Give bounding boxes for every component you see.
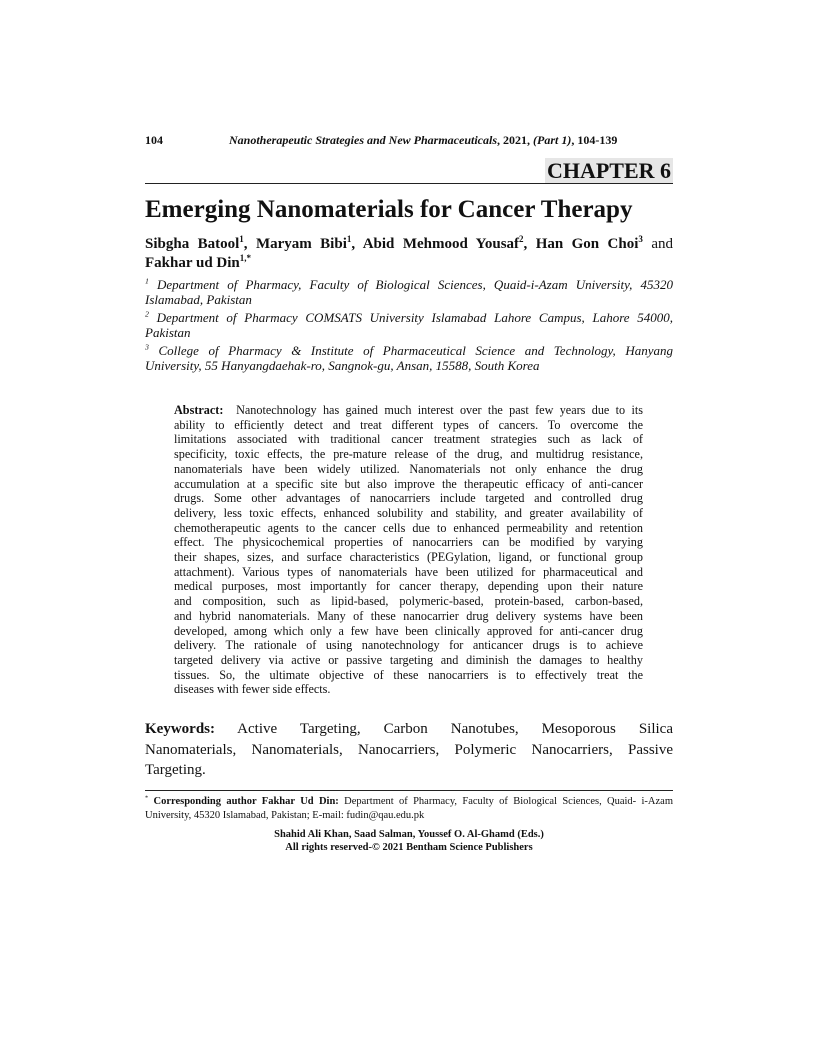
abstract-line: chemotherapeutic agents to the cancer cells due to enhanced permeability and retention [174,520,643,535]
author-sep: , [523,236,536,252]
author-sup: 3 [638,234,643,244]
affiliation-sup: 3 [145,342,149,352]
abstract-line: delivery, less toxic effects, enhanced solubility and stability, and greater availability of [174,505,643,520]
abstract-line: tissues. So, the ultimate objective of these nanocarriers is to effectively treat the [174,667,643,682]
abstract-line: diseases with fewer side effects. [174,682,331,697]
affiliation-sup: 1 [145,276,149,286]
publisher-info [145,828,673,854]
author-sup: 1 [346,234,352,244]
abstract-line: accumulation at a specific site but also improve the therapeutic efficacy of anti-cancer [174,476,643,491]
author: Abid Mehmood Yousaf [362,236,520,252]
authors-and: and [651,236,673,252]
affiliation-sup: 2 [145,309,149,319]
chapter-label: CHAPTER 6 [546,158,671,183]
author-sep: , [351,236,363,252]
author-sup: 1,* [239,253,252,263]
affiliation-line: Department of Pharmacy COMSATS University Islamabad Lahore Campus, Lahore 54000, [156,310,674,325]
footnote-sup: * [145,794,149,802]
footnote-label: Corresponding author Fakhar Ud Din: [153,796,339,807]
affiliation-2 [145,310,673,340]
abstract-line: medical purposes, most importantly for cancer therapy, depending upon their nature [174,579,643,594]
abstract-line: delivery. The rationale of using nanotechnology for anticancer drugs is to achieve [174,638,643,653]
abstract-line: ability to efficiently detect and treat different types of cancers. To overcome the [174,417,643,432]
citation-year: , 2021, [497,133,534,147]
abstract-line: attachment). Various types of nanomaterials have been utilized for pharmaceutical and [174,564,643,579]
author-list [145,235,673,273]
journal-citation [229,133,617,148]
abstract-line: their shapes, sizes, and surface characteristics (PEGylation, ligand, or functional group [174,550,643,565]
affiliation-line: University, 55 Hanyangdaehak-ro, Sangnok-gu, Ansan, 15588, South Korea [145,358,540,373]
author-line-1 [145,235,673,254]
abstract-line: specificity, toxic effects, the pre-mature release of the drug, and multidrug resistance, [174,447,643,462]
keywords [145,719,673,781]
corresponding-author-footnote [145,795,673,822]
abstract [174,403,643,697]
author-sup: 2 [519,234,524,244]
abstract-line: and composition, such as lipid-based, polymeric-based, protein-based, carbon-based, [174,594,643,609]
abstract-line: limitations associated with traditional cancer treatment strategies such as lack of [174,432,643,447]
abstract-label: Abstract: [174,403,224,417]
footnote-line: Department of Pharmacy, Faculty of Biological Sciences, Quaid- i-Azam [344,796,673,807]
abstract-line: effect. The physicochemical properties of nanocarriers can be modified by varying [174,535,643,550]
affiliation-line: College of Pharmacy & Institute of Pharmaceutical Science and Technology, Hanyang [158,343,674,358]
affiliation-line: Department of Pharmacy, Faculty of Biological Sciences, Quaid-i-Azam University, 45320 [157,277,673,292]
keywords-line [145,719,673,740]
affiliation-line: Pakistan [145,325,191,340]
copyright: All rights reserved-© 2021 Bentham Science Publishers [285,842,533,853]
abstract-line: nanomaterials have been widely utilized. Nanomaterials not only enhance the drug [174,461,643,476]
abstract-line: and hybrid nanomaterials. Many of these nanocarrier drug delivery systems have been [174,608,643,623]
author-line-2 [145,254,673,273]
abstract-text: Nanotechnology has gained much interest over the past few years due to its [236,403,643,417]
editors: Shahid Ali Khan, Saad Salman, Youssef O. Al-Ghamd (Eds.) [274,829,544,840]
journal-title: Nanotherapeutic Strategies and New Pharmaceuticals [229,133,498,147]
keywords-label: Keywords: [145,721,215,737]
affiliation-3 [145,343,673,373]
author-sep: , [243,236,256,252]
keywords-line: Targeting. [145,762,206,778]
header-divider [145,183,673,184]
author: Fakhar ud Din [145,255,240,271]
keywords-text: Active Targeting, Carbon Nanotubes, Mesoporous Silica [237,721,673,737]
citation-pages: , 104-139 [571,133,618,147]
footnote-line: University, 45320 Islamabad, Pakistan; E-mail: fudin@qau.edu.pk [145,809,425,821]
author: Han Gon Choi [535,236,639,252]
affiliation-1 [145,277,673,307]
affiliation-line: Islamabad, Pakistan [145,292,252,307]
page-number: 104 [145,133,163,147]
keywords-line: Nanomaterials, Nanomaterials, Nanocarriers, Polymeric Nanocarriers, Passive [145,741,673,758]
author: Maryam Bibi [255,236,347,252]
author: Sibgha Batool [145,236,240,252]
abstract-line: drugs. Some other advantages of nanocarriers include targeted and controlled drug [174,491,643,506]
author-sup: 1 [239,234,244,244]
abstract-line: targeted delivery via active or passive targeting and diminish the damages to healthy [174,652,643,667]
abstract-line [174,403,643,418]
abstract-line: developed, among which only a few have been clinically approved for anti-cancer drug [174,623,643,638]
citation-part: (Part 1) [533,133,572,147]
chapter-title: Emerging Nanomaterials for Cancer Therapy [145,196,633,223]
footnote-divider [145,790,673,791]
